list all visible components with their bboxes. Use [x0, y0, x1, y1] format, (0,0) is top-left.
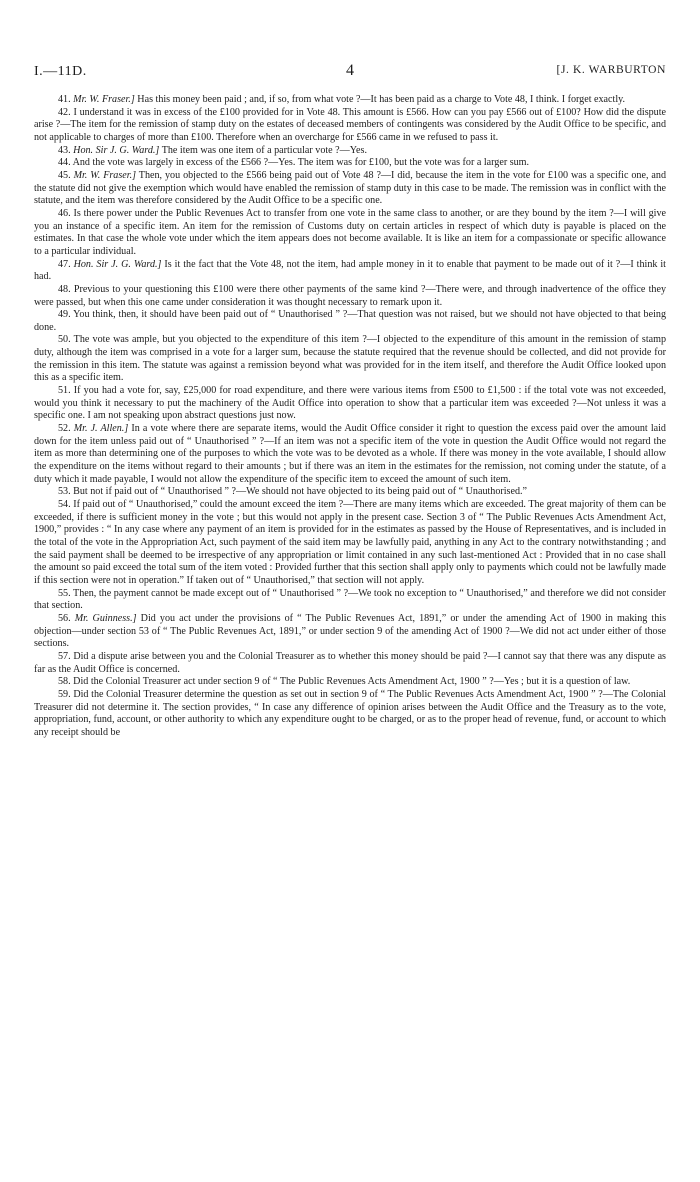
question-and-answer-text: You think, then, it should have been paid out of “ Unauthorised ” ?—That question was not raised, but we should not have objected to that being done. — [34, 309, 666, 333]
question-paragraph — [34, 613, 666, 651]
question-number: 52. — [58, 423, 71, 435]
question-paragraph — [34, 499, 666, 588]
question-and-answer-text: Has this money been paid ; and, if so, from what vote ?—It has been paid as a charge to Vote 48, I think. I forget exactly. — [137, 94, 626, 105]
question-number: 59. — [58, 688, 71, 700]
question-paragraph — [34, 208, 666, 259]
question-and-answer-text: The vote was ample, but you objected to the expenditure of this item ?—I objected to the expenditure of this amount in the remission of stamp duty, although the item was comprised in a vote for a larger sum, because the statute required that the revenue should be collected, and did not provide for the remission in this item. The statute was against a remission beyond what was provided for in the item itself, and therefore the Audit Office looked upon this as a specific item. — [34, 334, 666, 384]
question-paragraph — [34, 309, 666, 334]
question-paragraph — [34, 170, 666, 208]
question-number: 49. — [58, 309, 71, 321]
question-and-answer-text: I understand it was in excess of the £100 provided for in Vote 48. This amount is £566. How can you pay £566 out of £100? How did the dispute arise ?—The item for the remission of stamp duty on the estates of deceased members of contingents was considered by the Audit Office to be specific, and not applicable to charges of more than £100. Therefore when an overcharge for £566 came in we refused to pass it. — [34, 106, 667, 143]
question-paragraph — [34, 94, 666, 107]
question-paragraph — [34, 486, 666, 499]
question-paragraph — [34, 423, 666, 486]
question-paragraph — [34, 588, 666, 613]
question-and-answer-text: Is it the fact that the Vote 48, not the item, had ample money in it to enable that payment to be made out of it ?—I think it had. — [34, 258, 666, 283]
page-number: 4 — [346, 62, 354, 79]
question-paragraph — [34, 145, 666, 158]
witness-running-head: [J. K. WARBURTON — [556, 64, 666, 76]
question-paragraph — [34, 157, 666, 170]
question-and-answer-text: The item was one item of a particular vote ?—Yes. — [161, 144, 367, 156]
question-and-answer-text: Previous to your questioning this £100 were there other payments of the same kind ?—There were, and through inadvertence of the office they were passed, but when this one came under consideration it was thought necessary to remark upon it. — [34, 283, 666, 308]
question-paragraph — [34, 676, 666, 689]
question-paragraph — [34, 334, 666, 385]
question-and-answer-text: Then, you objected to the £566 being paid out of Vote 48 ?—I did, because the item in the vote for £100 was a specific one, and the statute did not give the exemption which would have enabled the remission of stamp duty in this case to be made. The remission was in conflict with the statute, and the item was therefore considered by the Audit Office to be a specific one. — [34, 169, 666, 207]
evidence-transcript — [34, 94, 666, 739]
question-paragraph — [34, 259, 666, 284]
question-number: 48. — [58, 283, 71, 295]
questioner-name: Hon. Sir J. G. Ward.] — [73, 258, 162, 270]
question-and-answer-text: Did the Colonial Treasurer determine the question as set out in section 9 of “ The Public Revenues Acts Amendment Act, 1900 ” ?—The Colonial Treasurer did not determine it. The section provides, “ In case any difference of opinion arises between the Audit Office and the Treasury as to the vote, appropriation, fund, account, or other authority to which any expenditure ought to be charged, or as to the proper head of revenue, fund, or account to which any receipt should be — [34, 688, 666, 738]
question-paragraph — [34, 385, 666, 423]
question-paragraph — [34, 284, 666, 309]
page-header — [34, 64, 666, 84]
question-and-answer-text: Then, the payment cannot be made except out of “ Unauthorised ” ?—We took no exception to “ Unauthorised,” and therefore we did not consider that section. — [34, 587, 667, 612]
question-paragraph — [34, 107, 666, 145]
question-number: 51. — [58, 385, 71, 397]
question-number: 41. — [58, 94, 71, 105]
question-and-answer-text: In a vote where there are separate items, would the Audit Office consider it right to question the excess paid over the amount laid down for the item unless paid out of “ Unauthorised ” ?—If an item was not a specific item of the vote in question the Audit Office would not regard the item as more than determining one of the purposes to which the vote was to be devoted as a whole. If there was money in the vote available, I should allow the expenditure on the items without regard to their amounts ; but if there was an item in the estimates for the remission, not coming under the statute, of a duty which it made payable, I would not allow the expenditure of the specific item to exceed the amount of such item. — [34, 423, 666, 485]
question-and-answer-text: And the vote was largely in excess of the £566 ?—Yes. The item was for £100, but the vote was for a larger sum. — [72, 157, 530, 169]
question-number: 43. — [58, 144, 71, 156]
question-number: 56. — [58, 612, 71, 624]
parliamentary-paper-reference: I.—11D. — [34, 64, 87, 79]
question-number: 58. — [58, 676, 71, 688]
question-and-answer-text: If you had a vote for, say, £25,000 for road expenditure, and there were various items from £500 to £1,500 : if the total vote was not exceeded, would you think it necessary to put the machinery of the Audit Office into operation to show that a particular item was exceeded ?—Not unless it was a specific one. I am not speaking upon abstract questions just now. — [34, 385, 666, 422]
questioner-name: Hon. Sir J. G. Ward.] — [73, 144, 160, 156]
question-number: 42. — [58, 106, 71, 118]
question-number: 47. — [58, 258, 71, 270]
question-number: 46. — [58, 207, 71, 219]
question-paragraph — [34, 651, 666, 676]
questioner-name: Mr. Guinness.] — [74, 612, 137, 624]
question-and-answer-text: But not if paid out of “ Unauthorised ” ?—We should not have objected to its being paid out of “ Unauthorised.” — [73, 486, 528, 498]
question-number: 45. — [58, 169, 71, 181]
question-number: 44. — [58, 157, 71, 169]
question-and-answer-text: Did the Colonial Treasurer act under section 9 of “ The Public Revenues Acts Amendment Act, 1900 ” ?—Yes ; but it is a question of law. — [73, 676, 631, 688]
question-number: 54. — [58, 499, 71, 510]
question-number: 57. — [58, 650, 71, 662]
questioner-name: Mr. W. Fraser.] — [73, 94, 135, 105]
question-and-answer-text: Is there power under the Public Revenues Act to transfer from one vote in the same class to another, or are they bound by the item ?—I will give you an instance of a specific item. An item for the remission of Customs duty on certain articles in respect of which duty is payable is placed on the estimates. In that case the whole vote under which the item appears does not become available. It is like an item for a compassionate or specific allowance to a particular individual. — [34, 207, 666, 257]
questioner-name: Mr. J. Allen.] — [73, 423, 129, 435]
question-and-answer-text: Did a dispute arise between you and the Colonial Treasurer as to whether this money should be paid ?—I cannot say that there was any dispute as far as the Audit Office is concerned. — [34, 650, 666, 675]
question-and-answer-text: Did you act under the provisions of “ The Public Revenues Act, 1891,” or under the amending Act of 1900 in making this objection—under section 53 of “ The Public Revenues Act, 1891,” or under section 9 of the amending Act of 1900 ?—We did not act under either of those sections. — [34, 612, 666, 650]
question-number: 50. — [58, 334, 71, 346]
question-number: 53. — [58, 486, 71, 498]
questioner-name: Mr. W. Fraser.] — [73, 169, 137, 181]
question-number: 55. — [58, 587, 71, 599]
question-paragraph — [34, 689, 666, 740]
question-and-answer-text: If paid out of “ Unauthorised,” could the amount exceed the item ?—There are many items which are exceeded. The great majority of them can be exceeded, if there is sufficient money in the vote ; but this would not apply in the present case. Section 3 of “ The Public Revenues Acts Amendment Act, 1900,” provides : “ In any case where any payment of an item is provided for in the estimates as passed by the House of Representatives, and is included in the total of the vote in the Appropriation Act, such payment of the said item may be lawfully paid, anything in any Act to the contrary notwithstanding ; and the said payment shall be deemed to be irrespective of any appropriation or limit contained in any such last-mentioned Act : Provided that in no case shall the amount so paid exceed the total sum of the item voted : Provided further that this section shall apply only to payments which could not be lawfully made if this section were not in operation.” If taken out of “ Unauthorised,” that section will not apply. — [34, 499, 666, 586]
